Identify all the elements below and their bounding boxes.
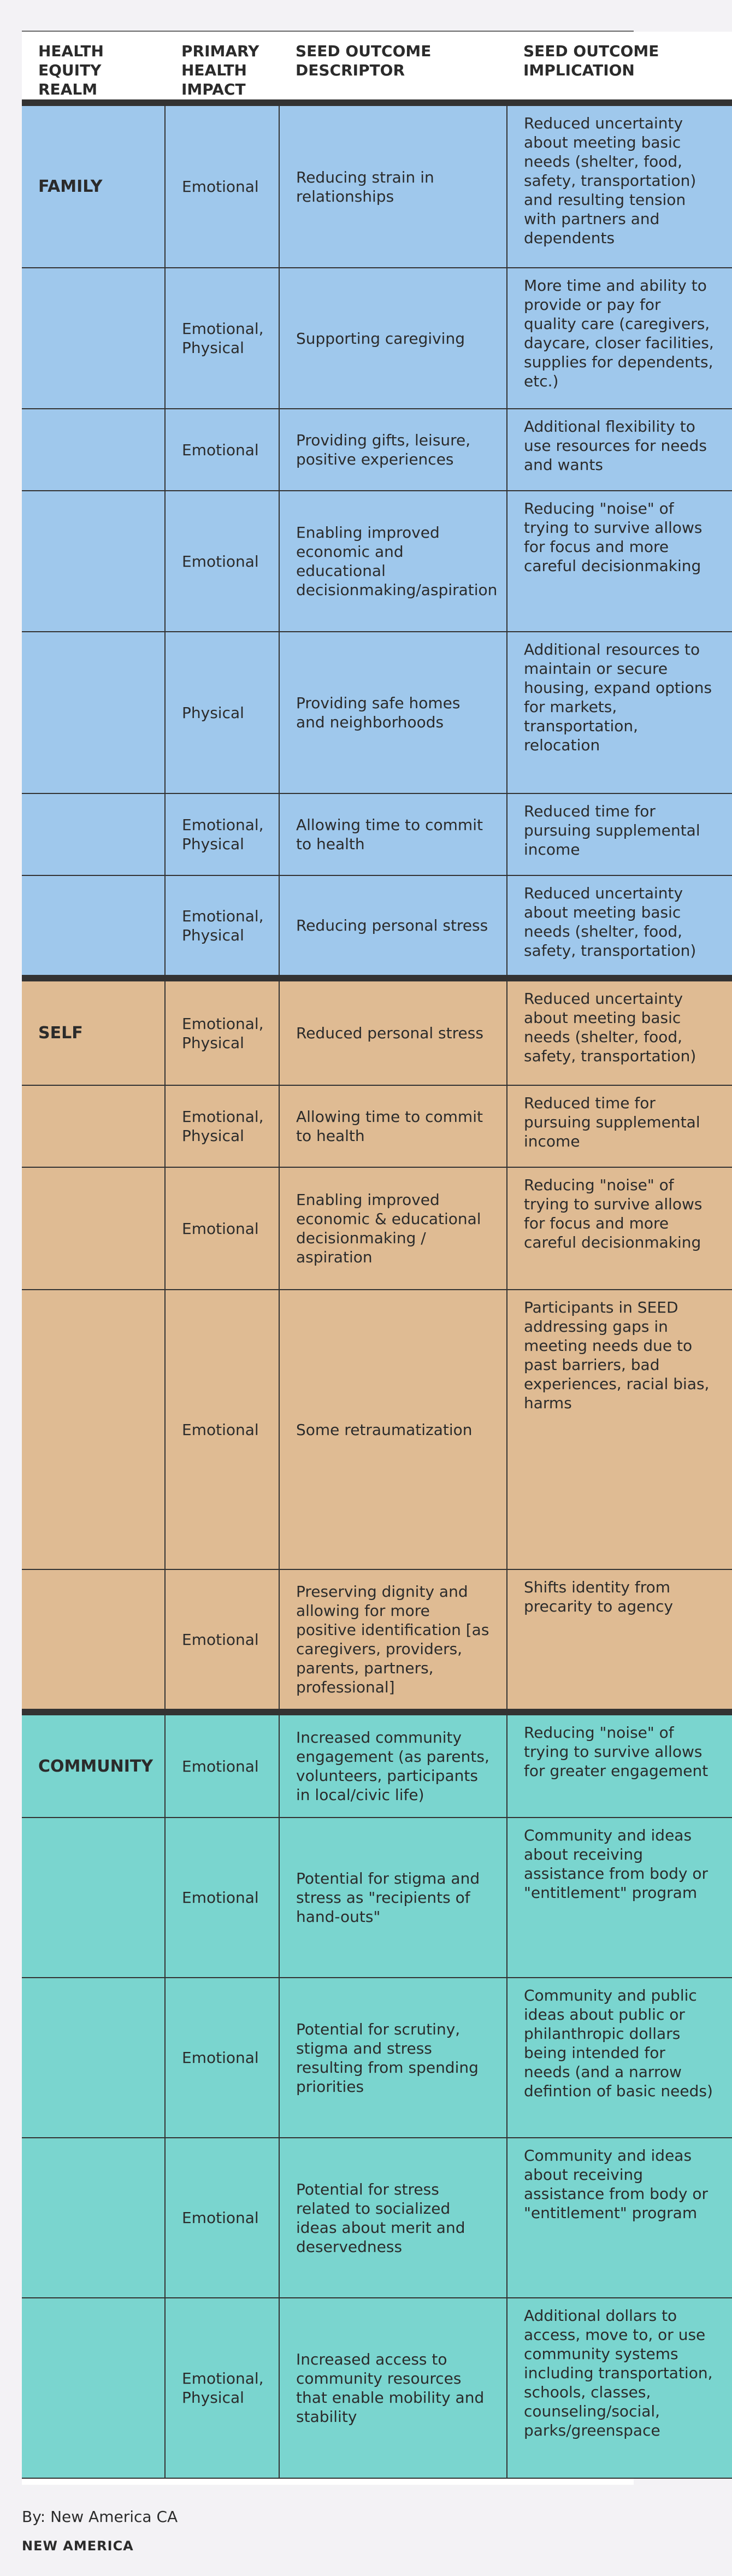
realm-cell — [22, 2138, 165, 2298]
implication-cell: Reducing "noise" of trying to survive allows for greater engagement — [507, 1712, 732, 1818]
impact-cell: Emotional — [165, 1167, 279, 1290]
implication-cell: More time and ability to provide or pay for quality care (caregivers, daycare, closer facilities, supplies for dependents, etc.) — [507, 268, 732, 409]
impact-cell: Emotional, Physical — [165, 978, 279, 1085]
impact-cell: Emotional, Physical — [165, 268, 279, 409]
realm-cell — [22, 1167, 165, 1290]
realm-cell — [22, 1290, 165, 1569]
implication-cell: Reducing "noise" of trying to survive allows for focus and more careful decisionmaking — [507, 1167, 732, 1290]
implication-cell: Reduced time for pursuing supplemental income — [507, 1085, 732, 1167]
implication-cell: Reduced uncertainty about meeting basic needs (shelter, food, safety, transportation) and resulting tension with partners and dependents — [507, 103, 732, 268]
table-row — [22, 1167, 732, 1290]
table-row — [22, 1818, 732, 1978]
realm-cell — [22, 1818, 165, 1978]
header-impact: PRIMARY HEALTH IMPACT — [165, 32, 279, 103]
impact-cell: Emotional — [165, 103, 279, 268]
table-row — [22, 1290, 732, 1569]
impact-cell: Emotional — [165, 1290, 279, 1569]
table-row — [22, 875, 732, 978]
impact-cell: Emotional — [165, 1818, 279, 1978]
realm-cell — [22, 2298, 165, 2478]
descriptor-cell: Some retraumatization — [279, 1290, 507, 1569]
descriptor-cell: Increased access to community resources that enable mobility and stability — [279, 2298, 507, 2478]
descriptor-cell: Enabling improved economic and educational decisionmaking/aspiration — [279, 491, 507, 632]
implication-cell: Reduced uncertainty about meeting basic needs (shelter, food, safety, transportation) — [507, 875, 732, 978]
realm-cell — [22, 632, 165, 793]
header-implication: SEED OUTCOME IMPLICATION — [507, 32, 732, 103]
descriptor-cell: Reduced personal stress — [279, 978, 507, 1085]
descriptor-cell: Providing gifts, leisure, positive experiences — [279, 409, 507, 491]
implication-cell: Additional resources to maintain or secure housing, expand options for markets, transportation, relocation — [507, 632, 732, 793]
descriptor-cell: Preserving dignity and allowing for more positive identification [as caregivers, providers, parents, partners, professional] — [279, 1569, 507, 1712]
byline: By: New America CA — [22, 2508, 178, 2526]
realm-cell — [22, 1569, 165, 1712]
table-header-row — [22, 32, 732, 103]
descriptor-cell: Potential for scrutiny, stigma and stress resulting from spending priorities — [279, 1978, 507, 2138]
realm-cell: SELF — [22, 978, 165, 1085]
impact-cell: Emotional — [165, 1712, 279, 1818]
realm-cell — [22, 268, 165, 409]
impact-cell: Physical — [165, 632, 279, 793]
implication-cell: Community and ideas about receiving assistance from body or "entitlement" program — [507, 1818, 732, 1978]
descriptor-cell: Enabling improved economic & educational decisionmaking / aspiration — [279, 1167, 507, 1290]
realm-cell — [22, 409, 165, 491]
realm-cell — [22, 875, 165, 978]
implication-cell: Additional dollars to access, move to, or use community systems including transportation, schools, classes, counseling/social, parks/greenspace — [507, 2298, 732, 2478]
implication-cell: Community and public ideas about public or philanthropic dollars being intended for needs (and a narrow defintion of basic needs) — [507, 1978, 732, 2138]
table-row — [22, 1712, 732, 1818]
header-realm: HEALTH EQUITY REALM — [22, 32, 165, 103]
brand-name: NEW AMERICA — [22, 2538, 134, 2554]
descriptor-cell: Potential for stigma and stress as "recipients of hand-outs" — [279, 1818, 507, 1978]
health-equity-table — [22, 32, 732, 2479]
impact-cell: Emotional — [165, 1569, 279, 1712]
impact-cell: Emotional, Physical — [165, 2298, 279, 2478]
table-row — [22, 1085, 732, 1167]
implication-cell: Community and ideas about receiving assistance from body or "entitlement" program — [507, 2138, 732, 2298]
table-row — [22, 2138, 732, 2298]
implication-cell: Participants in SEED addressing gaps in meeting needs due to past barriers, bad experiences, racial bias, harms — [507, 1290, 732, 1569]
table-frame — [22, 31, 714, 2485]
realm-cell — [22, 1085, 165, 1167]
implication-cell: Reduced uncertainty about meeting basic needs (shelter, food, safety, transportation) — [507, 978, 732, 1085]
descriptor-cell: Providing safe homes and neighborhoods — [279, 632, 507, 793]
realm-cell: FAMILY — [22, 103, 165, 268]
table-row — [22, 632, 732, 793]
realm-cell — [22, 1978, 165, 2138]
table-row — [22, 409, 732, 491]
table-row — [22, 491, 732, 632]
implication-cell: Shifts identity from precarity to agency — [507, 1569, 732, 1712]
descriptor-cell: Increased community engagement (as parents, volunteers, participants in local/civic life) — [279, 1712, 507, 1818]
descriptor-cell: Supporting caregiving — [279, 268, 507, 409]
realm-cell: COMMUNITY — [22, 1712, 165, 1818]
impact-cell: Emotional — [165, 2138, 279, 2298]
table-row — [22, 1569, 732, 1712]
impact-cell: Emotional — [165, 1978, 279, 2138]
implication-cell: Additional flexibility to use resources for needs and wants — [507, 409, 732, 491]
impact-cell: Emotional — [165, 409, 279, 491]
realm-cell — [22, 793, 165, 875]
table-row — [22, 268, 732, 409]
implication-cell: Reducing "noise" of trying to survive allows for focus and more careful decisionmaking — [507, 491, 732, 632]
table-row — [22, 2298, 732, 2478]
header-descriptor: SEED OUTCOME DESCRIPTOR — [279, 32, 507, 103]
descriptor-cell: Allowing time to commit to health — [279, 1085, 507, 1167]
realm-cell — [22, 491, 165, 632]
impact-cell: Emotional — [165, 491, 279, 632]
table-row — [22, 1978, 732, 2138]
descriptor-cell: Reducing personal stress — [279, 875, 507, 978]
table-row — [22, 793, 732, 875]
descriptor-cell: Allowing time to commit to health — [279, 793, 507, 875]
descriptor-cell: Reducing strain in relationships — [279, 103, 507, 268]
table-row — [22, 103, 732, 268]
descriptor-cell: Potential for stress related to socialized ideas about merit and deservedness — [279, 2138, 507, 2298]
implication-cell: Reduced time for pursuing supplemental income — [507, 793, 732, 875]
impact-cell: Emotional, Physical — [165, 793, 279, 875]
table-row — [22, 978, 732, 1085]
impact-cell: Emotional, Physical — [165, 1085, 279, 1167]
impact-cell: Emotional, Physical — [165, 875, 279, 978]
